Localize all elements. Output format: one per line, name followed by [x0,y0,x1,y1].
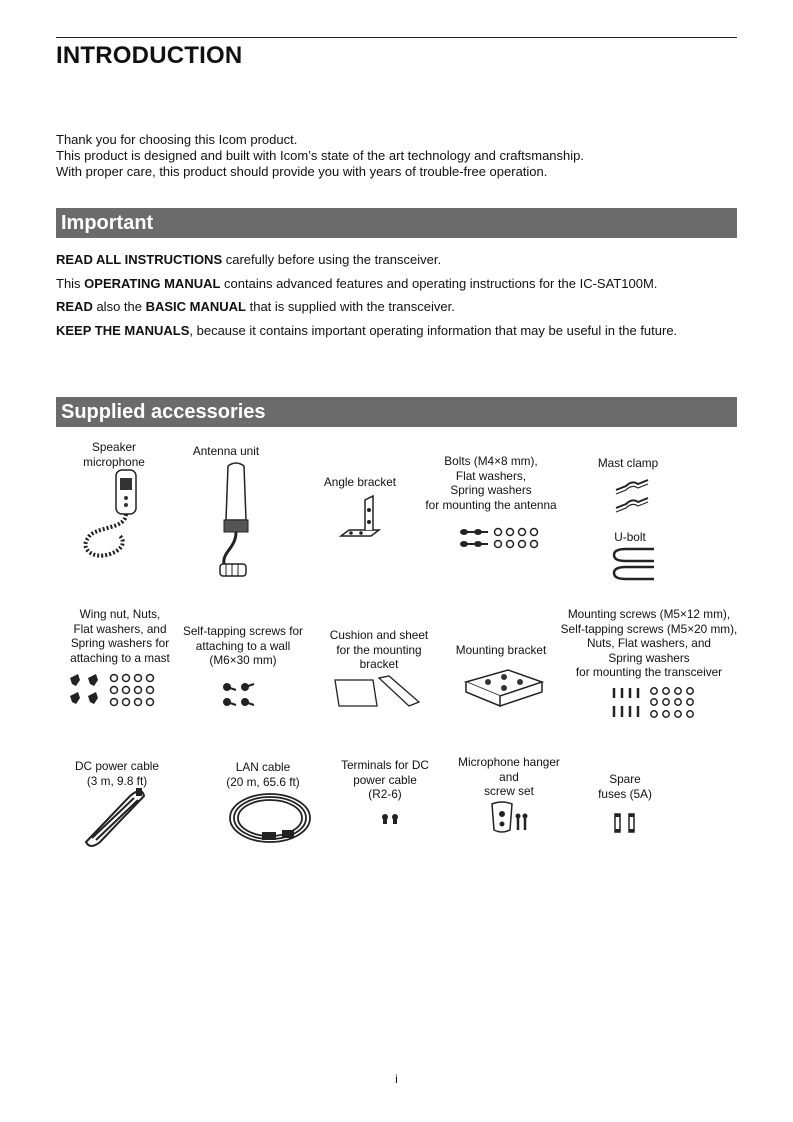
accessory-label-line: Mast clamp [597,456,659,470]
intro-line: Thank you for choosing this Icom product. [56,132,298,147]
accessory-label-line: Self-tapping screws (M5×20 mm), [560,621,738,636]
angle-bracket-icon [335,496,385,544]
speaker-microphone-icon [74,468,144,566]
accessory-label-line: (R2-6) [368,787,402,801]
important-list [56,252,677,346]
accessory-bolts [420,454,562,512]
accessory-label-line: screw set [484,784,534,798]
accessory-dc-power-cable [64,759,170,788]
accessory-label-line: Angle bracket [323,475,397,489]
cushion-sheet-icon [333,676,423,708]
wing-nut-icon [68,674,166,710]
accessory-label-line: (20 m, 65.6 ft) [226,774,300,789]
accessory-cushion-sheet [320,628,438,672]
page-title: INTRODUCTION [56,42,243,69]
accessory-label-line: Cushion and sheet [329,628,429,642]
accessory-label-line: (M6×30 mm) [209,653,277,667]
accessory-wing-nut [56,607,184,665]
accessory-label-line: fuses (5A) [598,786,652,801]
dc-power-cable-icon [82,786,152,848]
important-item: READ ALL INSTRUCTIONS carefully before using the transceiver. [56,252,442,267]
accessory-label-line: bracket [359,657,399,671]
top-rule [56,37,737,38]
antenna-unit-icon [212,462,262,584]
accessory-spare-fuses [580,772,670,801]
accessory-microphone-hanger [450,755,568,799]
accessory-label-line: for mounting the antenna [425,497,557,512]
accessory-label-line: Mounting screws (M5×12 mm), [567,607,731,621]
accessory-label-line: Self-tapping screws for [183,624,303,638]
accessory-speaker-microphone [64,440,164,469]
accessory-label-line: LAN cable [235,760,291,774]
important-heading: Important [56,208,737,238]
accessory-terminals [330,758,440,802]
mounting-bracket-icon [464,668,544,710]
accessory-mast-clamp [582,456,674,471]
self-tapping-screws-icon [222,682,256,710]
accessory-label-line: U-bolt [614,530,646,544]
accessory-label-line: attaching to a mast [70,650,170,665]
terminals-icon [381,813,401,825]
accessory-label-line: Speaker [92,440,136,454]
bolts-washers-icon [458,527,540,551]
accessory-angle-bracket [310,475,410,490]
u-bolt-icon [610,543,660,583]
accessory-antenna-unit [180,444,272,459]
accessory-mounting-screws [556,607,742,680]
intro-paragraph [56,132,584,180]
accessory-label-line: Spare [609,772,641,786]
accessory-label-line: DC power cable [75,759,159,773]
accessory-label-line: and [499,769,519,784]
accessory-self-tapping-screws [178,624,308,668]
accessory-label-line: for the mounting [336,642,422,657]
accessory-label-line: Bolts (M4×8 mm), [444,454,538,468]
accessory-label-line: Microphone hanger [458,755,560,769]
accessory-label-line: Spring washers for [70,636,170,650]
important-item: This OPERATING MANUAL contains advanced features and operating instructions for the IC-SAT100M. [56,275,658,291]
lan-cable-icon [226,790,314,846]
accessory-label-line: Terminals for DC [341,758,429,772]
accessory-label-line: microphone [83,454,145,469]
accessory-label-line: Antenna unit [192,444,260,458]
accessory-label-line: power cable [353,772,417,787]
mounting-screws-icon [610,686,696,720]
accessory-label-line: for mounting the transceiver [575,665,723,679]
accessory-label-line: Spring washers [450,483,532,497]
accessories-heading: Supplied accessories [56,397,737,427]
accessory-label-line: Nuts, Flat washers, and [587,636,711,650]
accessory-label-line: Mounting bracket [455,643,547,657]
intro-line: This product is designed and built with Icom’s state of the art technology and craftsmanship. [56,148,584,163]
accessory-label-line: attaching to a wall [195,638,291,653]
mast-clamp-icon [612,476,652,514]
spare-fuses-icon [613,812,637,834]
accessory-label-line: (3 m, 9.8 ft) [86,773,148,788]
accessory-label-line: Flat washers, and [73,621,167,636]
microphone-hanger-icon [490,800,530,834]
accessory-label-line: Wing nut, Nuts, [79,607,161,621]
accessory-label-line: Spring washers [608,650,690,665]
accessory-lan-cable [210,760,316,789]
intro-line: With proper care, this product should provide you with years of trouble-free operation. [56,164,548,179]
important-item: KEEP THE MANUALS, because it contains important operating information that may be useful in the future. [56,322,678,338]
accessory-label-line: Flat washers, [455,468,527,483]
accessory-mounting-bracket [446,643,556,658]
important-item: READ also the BASIC MANUAL that is supplied with the transceiver. [56,299,455,314]
page-number: i [395,1072,398,1086]
